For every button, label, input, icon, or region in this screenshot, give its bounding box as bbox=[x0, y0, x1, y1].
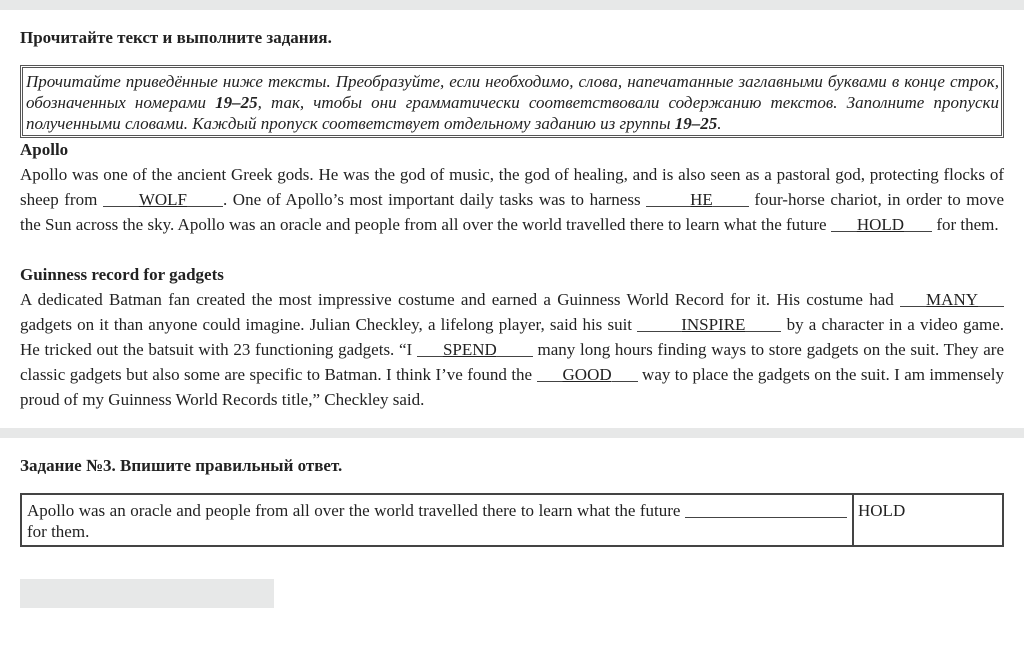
apollo-paragraph bbox=[20, 162, 1004, 237]
prompt-word-spend: SPEND bbox=[442, 340, 497, 359]
gap-blank bbox=[417, 339, 443, 357]
apollo-sentence-3: four-horse chariot, in order to move the Sun across the sky. Apollo was an oracle and people from all over the world travelled there to learn what the future bbox=[20, 190, 1005, 234]
guinness-paragraph bbox=[20, 287, 1004, 412]
apollo-sentence-2: . One of Apollo’s most important daily tasks was to harness bbox=[223, 190, 647, 209]
gap-blank bbox=[637, 314, 673, 332]
guinness-sentence-2: gadgets on it than anyone could imagine. Julian Checkley, a lifelong player, said his suit bbox=[20, 315, 638, 334]
gap-blank bbox=[904, 214, 932, 232]
question-text-after: for them. bbox=[27, 522, 90, 541]
top-bar bbox=[0, 0, 1024, 10]
instructions-box bbox=[20, 65, 1004, 138]
gap-blank bbox=[537, 364, 563, 382]
submit-button-placeholder[interactable] bbox=[20, 579, 274, 608]
guinness-title: Guinness record for gadgets bbox=[20, 265, 224, 284]
answer-cell[interactable]: HOLD bbox=[853, 494, 1003, 546]
prompt-word-hold: HOLD bbox=[856, 215, 905, 234]
gap-blank bbox=[646, 189, 682, 207]
instructions-text-1: Прочитайте приведённые ниже тексты. Преобразуйте, если необходимо, слова, напечатанные заглавными буквами в конце строк, обозначенных номерами bbox=[26, 72, 999, 112]
task-heading: Задание №3. Впишите правильный ответ. bbox=[20, 456, 343, 475]
gap-blank bbox=[673, 314, 681, 332]
gap-blank bbox=[497, 339, 533, 357]
apollo-sentence-4: for them. bbox=[932, 215, 999, 234]
answer-blank-line bbox=[685, 501, 847, 518]
gap-blank bbox=[900, 289, 926, 307]
page-heading: Прочитайте текст и выполните задания. bbox=[20, 28, 332, 47]
instructions-text-3: . bbox=[717, 114, 722, 133]
apollo-title: Apollo bbox=[20, 140, 69, 159]
question-text-before: Apollo was an oracle and people from all over the world travelled there to learn what the future bbox=[27, 501, 685, 520]
prompt-word-inspire: INSPIRE bbox=[681, 315, 746, 334]
prompt-word-good: GOOD bbox=[562, 365, 612, 384]
guinness-sentence-1: A dedicated Batman fan created the most impressive costume and earned a Guinness World Record for it. His costume had bbox=[20, 290, 901, 309]
gap-blank bbox=[682, 189, 690, 207]
instructions-range-1: 19–25 bbox=[215, 93, 258, 112]
guinness-sentence-3: by a character in a video game. He tricked out the batsuit with 23 functioning gadgets. “I bbox=[20, 315, 1005, 359]
section-divider bbox=[0, 428, 1024, 438]
gap-blank bbox=[612, 364, 638, 382]
gap-blank bbox=[978, 289, 1004, 307]
answer-table bbox=[20, 493, 1004, 547]
instructions-range-2: 19–25 bbox=[674, 114, 718, 133]
prompt-word-many: MANY bbox=[926, 290, 978, 309]
guinness-sentence-4: many long hours finding ways to store gadgets on the suit. They are classic gadgets but also some are specific to Batman. I think I’ve found the bbox=[20, 340, 1005, 384]
prompt-word-he: HE bbox=[690, 190, 713, 209]
instructions-text-2: , так, чтобы они грамматически соответствовали содержанию текстов. Заполните пропуски полученными словами. Каждый пропуск соответствует отдельному заданию из группы bbox=[26, 93, 999, 133]
gap-blank bbox=[187, 189, 223, 207]
apollo-sentence-1: Apollo was one of the ancient Greek gods. He was the god of music, the god of healing, and is also seen as a pastoral god, protecting flocks of sheep from bbox=[20, 165, 1004, 209]
question-cell bbox=[21, 494, 853, 546]
gap-blank bbox=[745, 314, 781, 332]
prompt-word-wolf: WOLF bbox=[138, 190, 188, 209]
guinness-sentence-5: way to place the gadgets on the suit. I am immensely proud of my Guinness World Records title,” Checkley said. bbox=[20, 365, 1004, 409]
table-row bbox=[21, 494, 1003, 546]
gap-blank bbox=[831, 214, 857, 232]
gap-blank bbox=[713, 189, 749, 207]
gap-blank bbox=[103, 189, 139, 207]
